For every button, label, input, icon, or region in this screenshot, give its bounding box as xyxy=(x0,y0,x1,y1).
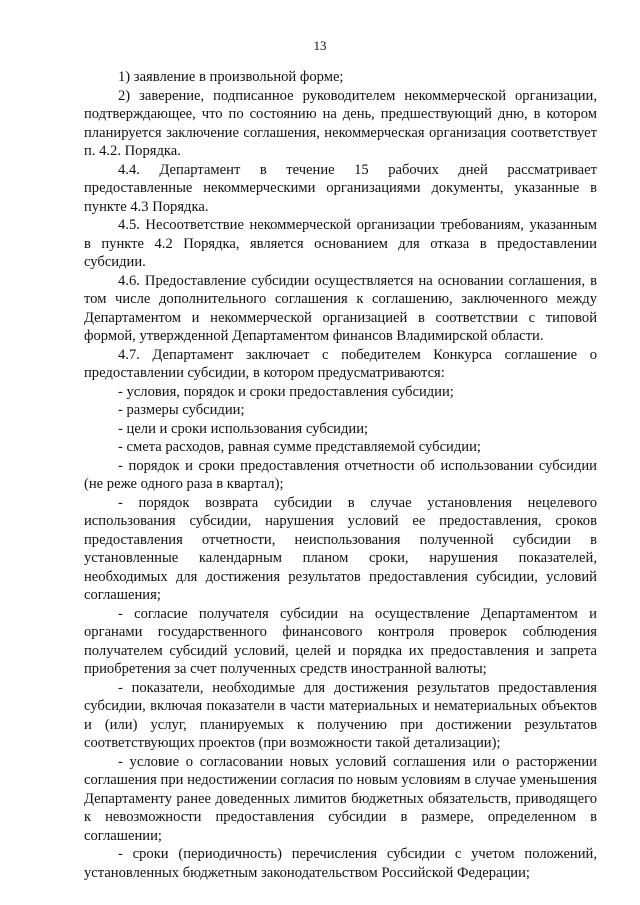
page-number: 13 xyxy=(313,38,327,53)
paragraph: 1) заявление в произвольной форме; xyxy=(118,69,344,85)
paragraph: 4.6. Предоставление субсидии осуществляется на основании соглашения, в том числе дополнительного соглашения к соглашению, заключенного между Департаментом и некоммерческой организацией в соответствии с типовой формой, утвержденной Департаментом финансов Владимирской области. xyxy=(84,272,597,344)
paragraph: 4.4. Департамент в течение 15 рабочих дней рассматривает предоставленные некоммерческими организациями документы, указанные в пункте 4.3 Порядка. xyxy=(84,161,597,215)
list-item: - размеры субсидии; xyxy=(118,402,245,418)
paragraph: 4.7. Департамент заключает с победителем Конкурса соглашение о предоставлении субсидии, в котором предусматриваются: xyxy=(84,346,597,381)
paragraph: 2) заверение, подписанное руководителем некоммерческой организации, подтверждающее, что по состоянию на день, предшествующий дню, в котором планируется заключение соглашения, некоммерческая организация соответствует п. 4.2. Порядка. xyxy=(84,87,597,159)
list-item: - цели и сроки использования субсидии; xyxy=(118,420,369,437)
document-body xyxy=(84,68,597,882)
list-item: - согласие получателя субсидии на осуществление Департаментом и органами государственного финансового контроля проверок соблюдения получателем субсидий условий, целей и порядка их предоставления и запрета приобретения за счет полученных средств иностранной валюты; xyxy=(84,605,597,677)
paragraph: 4.5. Несоответствие некоммерческой организации требованиям, указанным в пункте 4.2 Порядка, является основанием для отказа в предоставлении субсидии. xyxy=(84,217,597,270)
list-item: - порядок и сроки предоставления отчетности об использовании субсидии (не реже одного раза в квартал); xyxy=(84,457,597,492)
list-item: - условия, порядок и сроки предоставления субсидии; xyxy=(118,383,454,400)
list-item: - условие о согласовании новых условий соглашения или о расторжении соглашения при недостижении согласия по новым условиям в случае уменьшения Департаменту ранее доведенных лимитов бюджетных обязательств, приводящего к невозможности предоставления субсидии в размере, определенном в соглашении; xyxy=(84,753,597,844)
list-item: - сроки (периодичность) перечисления субсидии с учетом положений, установленных бюджетным законодательством Российской Федерации; xyxy=(84,846,597,881)
list-item: - порядок возврата субсидии в случае установления нецелевого использования субсидии, нарушения условий ее предоставления, сроков предоставления отчетности, неиспользования полученной субсидии в установленные календарным планом сроки, нарушения показателей, необходимых для достижения результатов предоставления субсидии, условий соглашения; xyxy=(84,494,597,603)
list-item: - показатели, необходимые для достижения результатов предоставления субсидии, включая показатели в части материальных и нематериальных объектов и (или) услуг, планируемых к получению при достижении результатов соответствующих проектов (при возможности такой детализации); xyxy=(84,679,597,751)
list-item: - смета расходов, равная сумме представляемой субсидии; xyxy=(118,439,481,455)
